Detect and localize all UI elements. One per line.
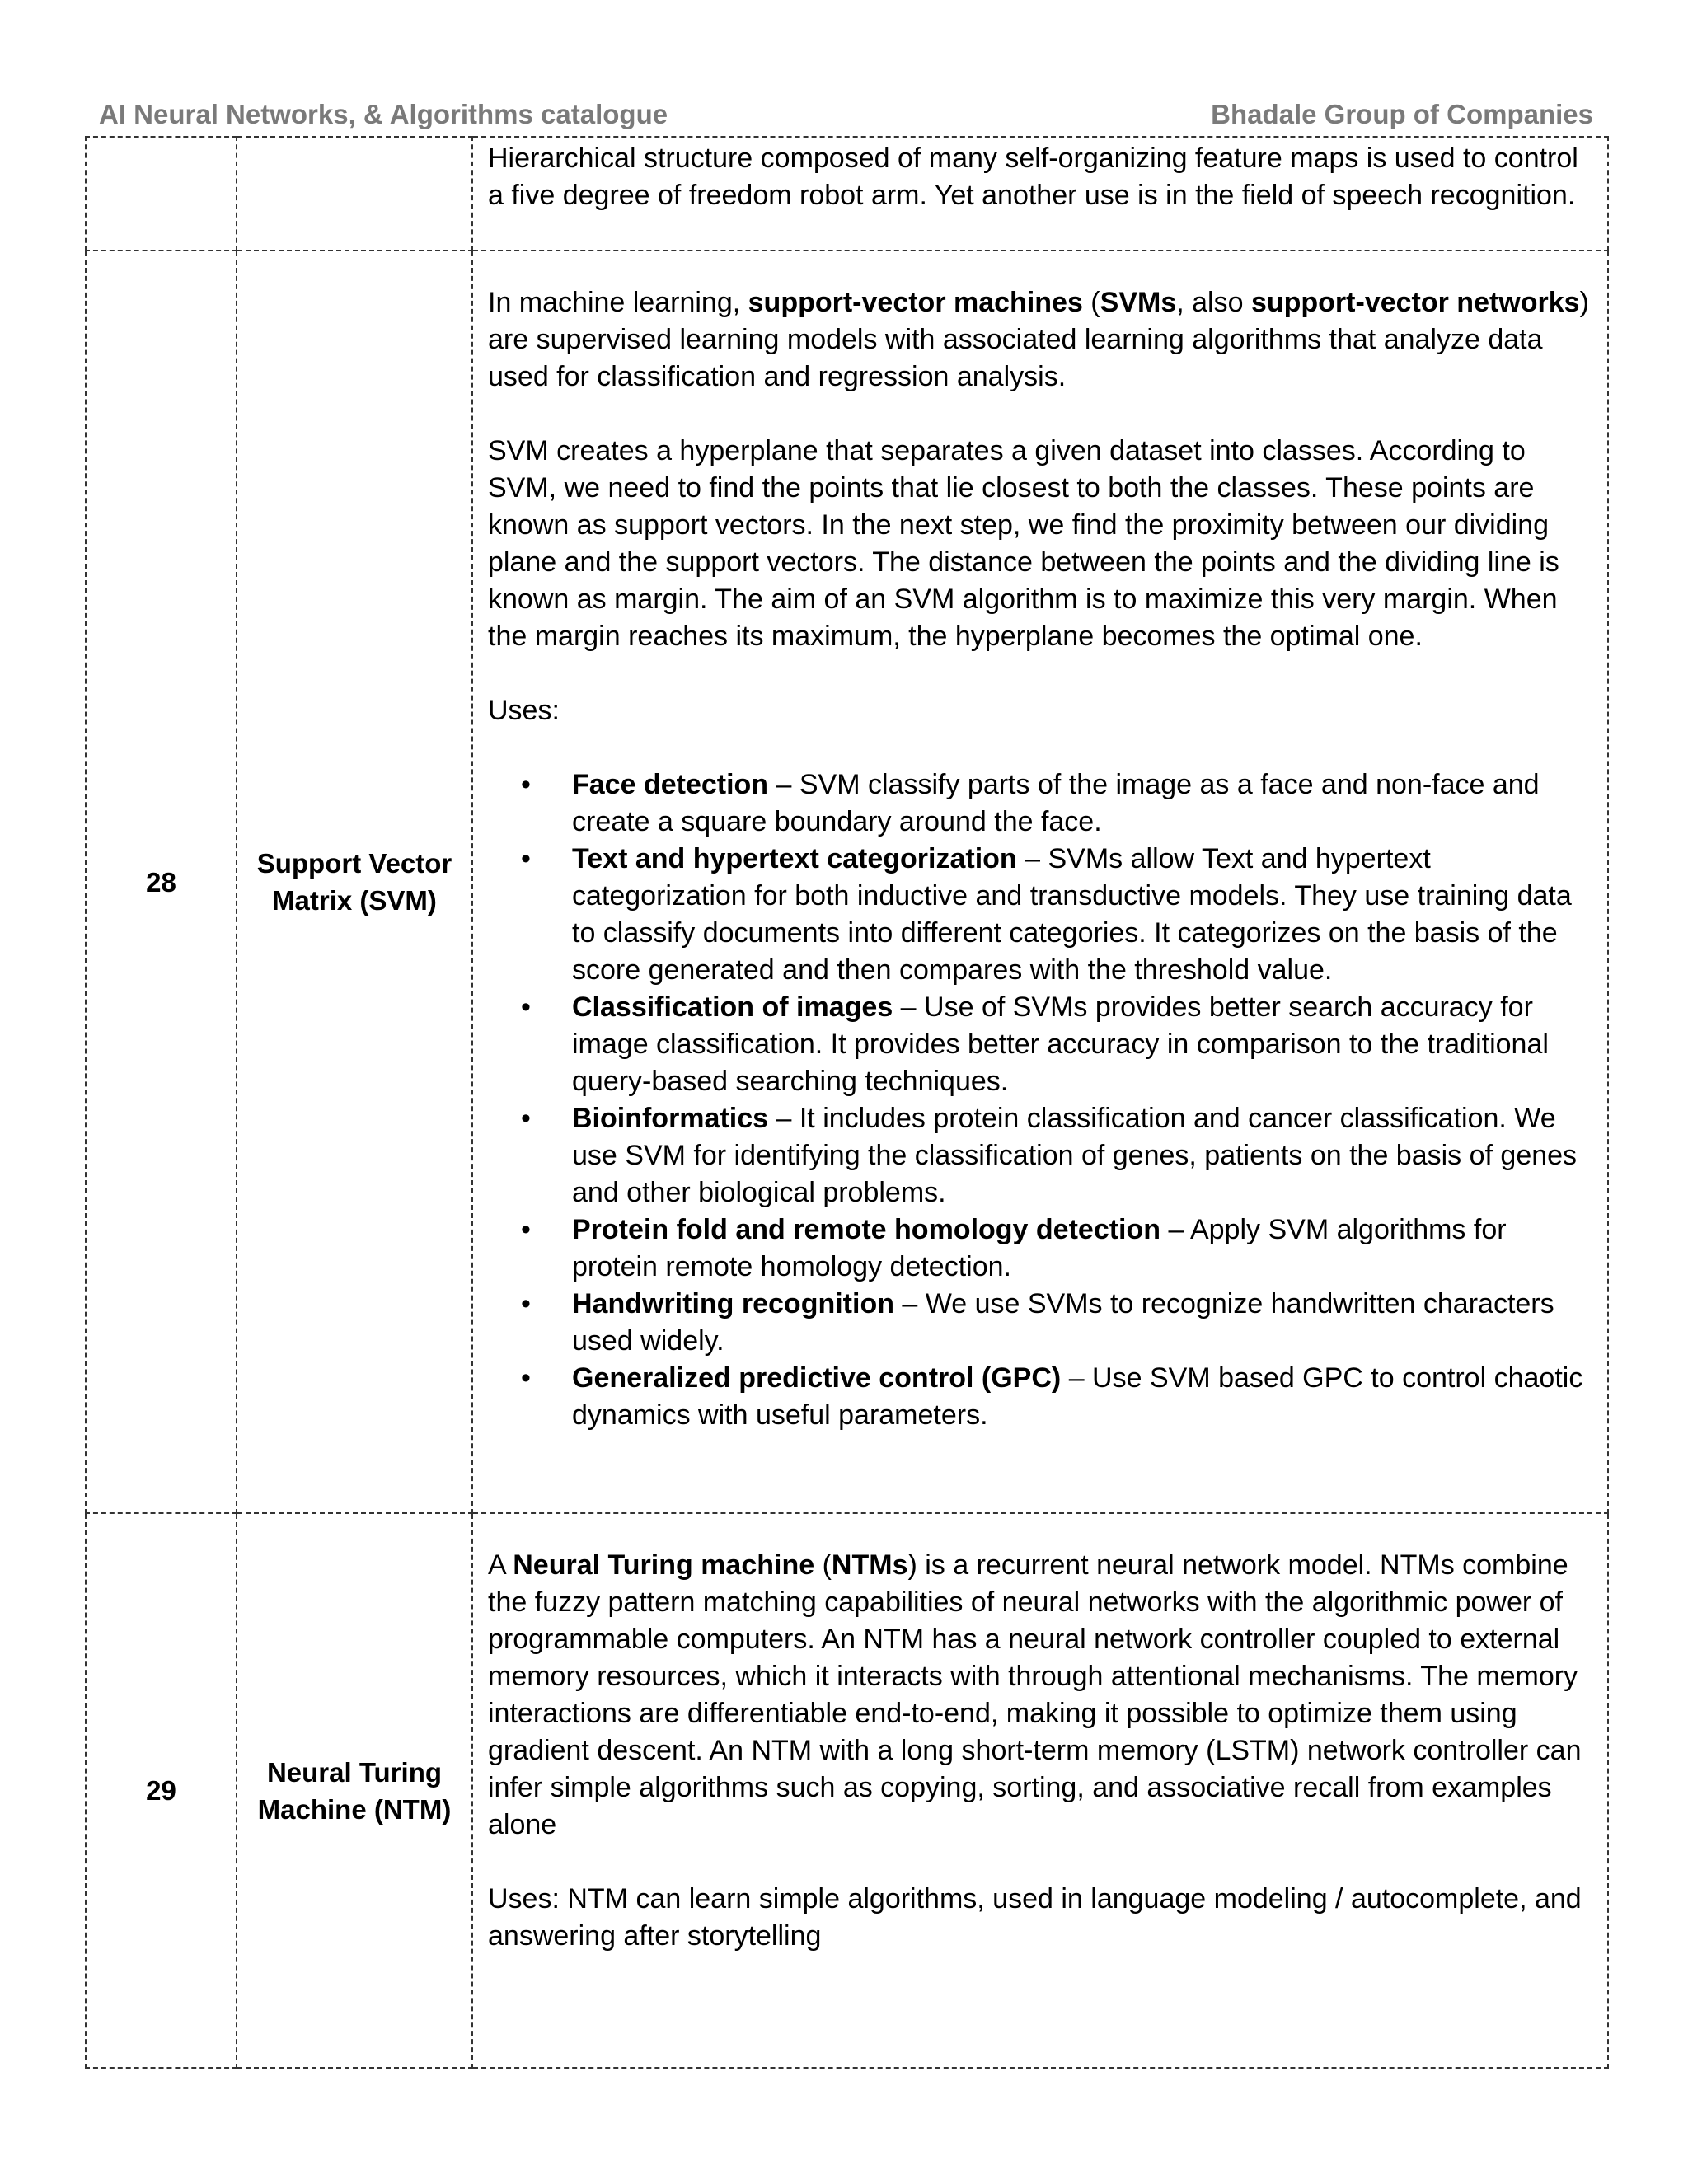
- table-row-28: [86, 251, 1608, 1513]
- uses-paragraph: Uses: NTM can learn simple algorithms, used in language modeling / autocomplete, and answering after storytelling: [488, 1883, 1582, 1952]
- number-cell: 29: [86, 1513, 237, 2068]
- name-cell: Neural Turing Machine (NTM): [237, 1513, 472, 2068]
- number-cell: [86, 137, 237, 251]
- table-row-29: [86, 1513, 1608, 2068]
- header-title-right: Bhadale Group of Companies: [1211, 99, 1593, 129]
- uses-list: [488, 766, 1594, 1434]
- description-cell: [472, 251, 1608, 1513]
- intro-paragraph: A Neural Turing machine (NTMs) is a recurrent neural network model. NTMs combine the fuzzy pattern matching capabilities of neural networks with the algorithmic power of programmable computers. An NTM has a neural network controller coupled to external memory resources, which it interacts with through attentional mechanisms. The memory interactions are differentiable end-to-end, making it possible to optimize them using gradient descent. An NTM with a long short-term memory (LSTM) network controller can infer simple algorithms such as copying, sorting, and associative recall from examples alone: [488, 1549, 1582, 1840]
- catalogue-table: [85, 136, 1609, 2069]
- name-cell: [237, 137, 472, 251]
- list-item: • Bioinformatics – It includes protein classification and cancer classification. We use SVM for identifying the classification of genes, patients on the basis of genes and other biological problems.: [572, 1100, 1594, 1212]
- uses-label: Uses:: [488, 695, 560, 726]
- detail-paragraph: SVM creates a hyperplane that separates a given dataset into classes. According to SVM, we need to find the points that lie closest to both the classes. These points are known as support vectors. In the next step, we find the proximity between our dividing plane and the support vectors. The distance between the points and the dividing line is known as margin. The aim of an SVM algorithm is to maximize this very margin. When the margin reaches its maximum, the hyperplane becomes the optimal one.: [488, 435, 1559, 652]
- name-cell: Support Vector Matrix (SVM): [237, 251, 472, 1513]
- intro-paragraph: In machine learning, support-vector machines (SVMs, also support-vector networks) are supervised learning models with associated learning algorithms that analyze data used for classification and regression analysis.: [488, 287, 1589, 392]
- description-cell: [472, 1513, 1608, 2068]
- list-item: • Classification of images – Use of SVMs provides better search accuracy for image classification. It provides better accuracy in comparison to the traditional query-based searching techniques.: [572, 989, 1594, 1100]
- list-item: • Generalized predictive control (GPC) – Use SVM based GPC to control chaotic dynamics with useful parameters.: [572, 1360, 1594, 1434]
- list-item: • Protein fold and remote homology detection – Apply SVM algorithms for protein remote homology detection.: [572, 1212, 1594, 1286]
- number-cell: 28: [86, 251, 237, 1513]
- table-row-continued: [86, 137, 1608, 251]
- list-item: • Face detection – SVM classify parts of the image as a face and non-face and create a square boundary around the face.: [572, 766, 1594, 841]
- description-cell: [472, 137, 1608, 251]
- header-title-left: AI Neural Networks, & Algorithms catalogue: [99, 99, 668, 129]
- list-item: • Text and hypertext categorization – SVMs allow Text and hypertext categorization for both inductive and transductive models. They use training data to classify documents into different categories. It categorizes on the basis of the score generated and then compares with the threshold value.: [572, 841, 1594, 989]
- list-item: • Handwriting recognition – We use SVMs to recognize handwritten characters used widely.: [572, 1286, 1594, 1360]
- continued-paragraph: Hierarchical structure composed of many self-organizing feature maps is used to control a five degree of freedom robot arm. Yet another use is in the field of speech recognition.: [488, 143, 1578, 211]
